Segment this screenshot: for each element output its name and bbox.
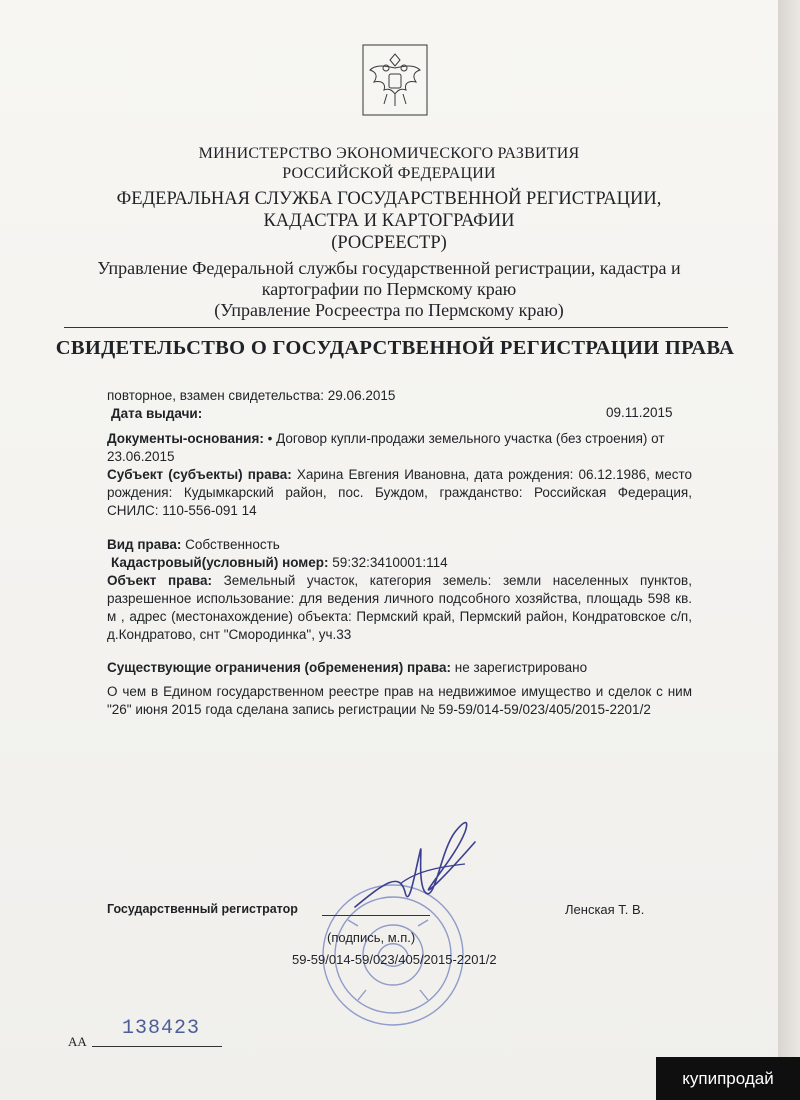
registrar-name: Ленская Т. В. bbox=[565, 902, 645, 917]
subject-label: Субъект (субъекты) права: bbox=[107, 467, 292, 482]
ministry-line-1: МИНИСТЕРСТВО ЭКОНОМИЧЕСКОГО РАЗВИТИЯ bbox=[198, 145, 580, 162]
serial-prefix: АА bbox=[68, 1034, 87, 1049]
documents-label: Документы-основания: bbox=[107, 431, 264, 446]
subject-value: Харина Евгения Ивановна, дата рождения: 06.12.1986, место рождения: Кудымкарский район, пос. Буждом, гражданство: Российская Федерация, СНИЛС: 110-556-091 14 bbox=[107, 467, 693, 518]
registrar-signature bbox=[345, 812, 485, 922]
cadastral-field bbox=[111, 554, 696, 572]
signature-note: (подпись, м.п.) bbox=[327, 930, 416, 945]
serial-underline bbox=[92, 1046, 222, 1047]
service-header bbox=[0, 188, 778, 254]
reissue-note: повторное, взамен свидетельства: 29.06.2015 bbox=[107, 388, 396, 403]
restrictions-field bbox=[107, 659, 692, 677]
subject-field bbox=[107, 466, 692, 520]
record-number: 59-59/014-59/023/405/2015-2201/2 bbox=[292, 952, 497, 967]
object-label: Объект права: bbox=[107, 573, 213, 588]
certificate-title: СВИДЕТЕЛЬСТВО О ГОСУДАРСТВЕННОЙ РЕГИСТРАЦИИ ПРАВА bbox=[55, 337, 735, 359]
cadastral-label: Кадастровый(условный) номер: bbox=[111, 555, 329, 570]
registrar-label: Государственный регистратор bbox=[107, 902, 298, 916]
object-field bbox=[107, 572, 692, 644]
service-line-3: (РОСРЕЕСТР) bbox=[331, 233, 447, 253]
header-divider bbox=[64, 327, 728, 328]
signature-line bbox=[322, 915, 430, 916]
watermark-badge: купипродай bbox=[656, 1057, 800, 1100]
page-edge-shadow bbox=[778, 0, 800, 1100]
ministry-line-2: РОССИЙСКОЙ ФЕДЕРАЦИИ bbox=[282, 165, 496, 182]
restrictions-value: не зарегистрировано bbox=[450, 660, 588, 675]
documents-field bbox=[107, 430, 692, 466]
cadastral-value: 59:32:3410001:114 bbox=[328, 555, 448, 570]
right-type-label: Вид права: bbox=[107, 537, 182, 552]
right-type-field bbox=[107, 536, 692, 554]
registry-record: О чем в Едином государственном реестре прав на недвижимое имущество и сделок с ним "26" июня 2015 года сделана запись регистрации № 59-59/014-59/023/405/2015-2201/2 bbox=[107, 684, 692, 717]
office-line-2: картографии по Пермскому краю bbox=[261, 279, 517, 299]
right-type-value: Собственность bbox=[181, 537, 280, 552]
office-line-3: (Управление Росреестра по Пермскому краю) bbox=[214, 300, 564, 320]
office-line-1: Управление Федеральной службы государственной регистрации, кадастра и bbox=[97, 258, 681, 278]
documents-value: • Договор купли-продажи земельного участка (без строения) от 23.06.2015 bbox=[107, 431, 665, 464]
coat-of-arms-icon bbox=[362, 44, 428, 116]
office-header bbox=[0, 258, 778, 321]
service-line-2: КАДАСТРА И КАРТОГРАФИИ bbox=[263, 211, 515, 231]
service-line-1: ФЕДЕРАЛЬНАЯ СЛУЖБА ГОСУДАРСТВЕННОЙ РЕГИСТРАЦИИ, bbox=[116, 189, 662, 209]
object-value: Земельный участок, категория земель: земли населенных пунктов, разрешенное использование: для ведения личного подсобного хозяйства, площадь 598 кв. м , адрес (местонахождение) объекта: Пермский край, Пермский район, Кондратовское с/п, д.Кондратово, снт "Смородинка", уч.33 bbox=[107, 573, 692, 642]
serial-number: 138423 bbox=[122, 1017, 201, 1040]
ministry-header bbox=[0, 144, 778, 184]
issue-date-label: Дата выдачи: bbox=[111, 406, 203, 421]
issue-date-value: 09.11.2015 bbox=[606, 405, 673, 420]
restrictions-label: Существующие ограничения (обременения) права: bbox=[107, 660, 451, 675]
